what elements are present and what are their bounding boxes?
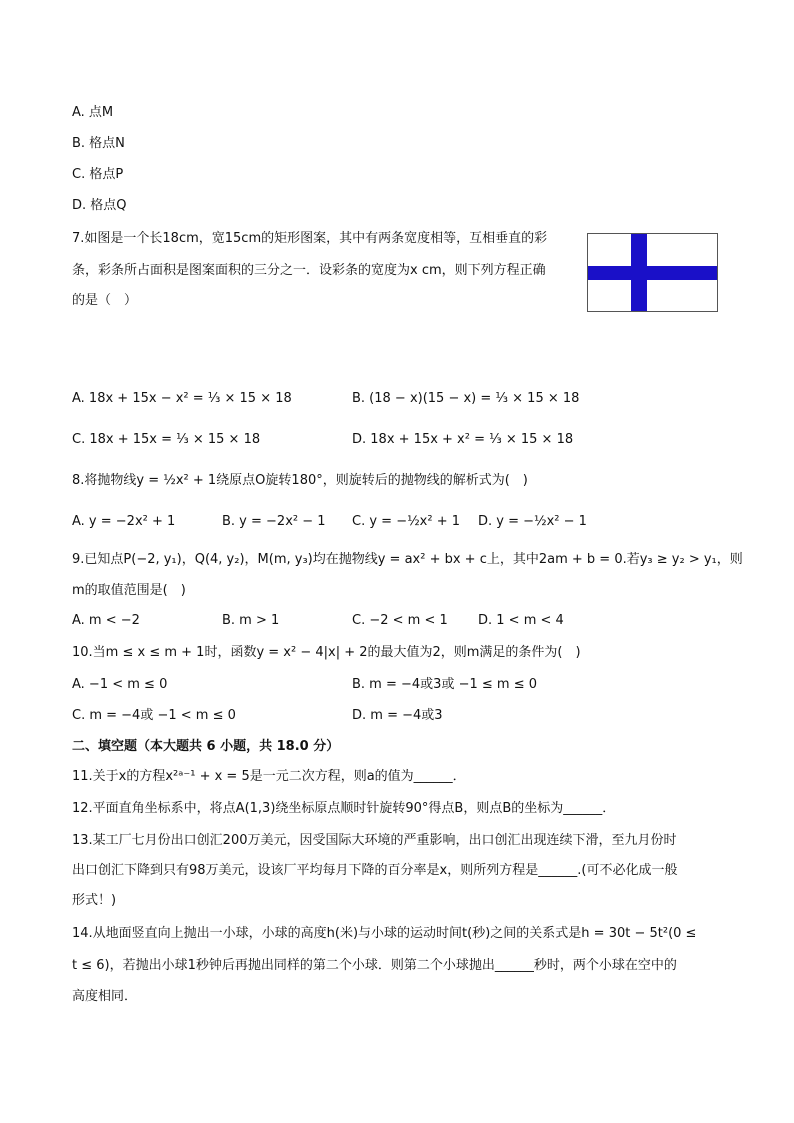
q10-stem: 10.当m ≤ x ≤ m + 1时，函数y = x² − 4|x| + 2的最大值为2，则m满足的条件为( ): [72, 645, 581, 660]
q14-line3: 高度相同．: [72, 989, 138, 1004]
q9-stem-line2: m的取值范围是( ): [72, 583, 186, 598]
q9-option-d: D. 1 < m < 4: [478, 613, 564, 628]
q6-option-b: B. 格点N: [72, 136, 125, 151]
q13-line3: 形式！): [72, 893, 117, 908]
q6-option-d: D. 格点Q: [72, 198, 127, 213]
horizontal-stripe: [588, 266, 717, 280]
q10-option-c: C. m = −4或 −1 < m ≤ 0: [72, 708, 236, 723]
q13-line2: 出口创汇下降到只有98万美元，设该厂平均每月下降的百分率是x，则所列方程是______.(可不必化成一般: [72, 863, 678, 878]
q7-stem-line1: 7.如图是一个长18cm，宽15cm的矩形图案，其中有两条宽度相等，互相垂直的彩: [72, 231, 548, 246]
q9-option-a: A. m < −2: [72, 613, 140, 628]
q6-option-c: C. 格点P: [72, 167, 124, 182]
q6-option-a: A. 点M: [72, 105, 114, 120]
q9-option-b: B. m > 1: [222, 613, 280, 628]
q10-option-a: A. −1 < m ≤ 0: [72, 677, 168, 692]
q8-option-a: A. y = −2x² + 1: [72, 514, 176, 529]
stripe-pattern-icon: [588, 234, 717, 311]
section-2-title: 二、填空题（本大题共 6 小题，共 18.0 分）: [72, 739, 340, 754]
q14-line2: t ≤ 6)，若抛出小球1秒钟后再抛出同样的第二个小球．则第二个小球抛出______秒时，两个小球在空中的: [72, 958, 677, 973]
q10-option-b: B. m = −4或3或 −1 ≤ m ≤ 0: [352, 677, 537, 692]
q9-option-c: C. −2 < m < 1: [352, 613, 448, 628]
q7-option-a: A. 18x + 15x − x² = ⅓ × 15 × 18: [72, 391, 292, 406]
q8-stem: 8.将抛物线y = ½x² + 1绕原点O旋转180°，则旋转后的抛物线的解析式为( ): [72, 473, 528, 488]
q8-option-d: D. y = −½x² − 1: [478, 514, 587, 529]
q9-stem-line1: 9.已知点P(−2, y₁)，Q(4, y₂)，M(m, y₃)均在抛物线y = ax² + bx + c上，其中2am + b = 0.若y₃ ≥ y₂ > y₁，则: [72, 552, 743, 567]
q10-option-d: D. m = −4或3: [352, 708, 443, 723]
q7-option-c: C. 18x + 15x = ⅓ × 15 × 18: [72, 432, 261, 447]
q14-line1: 14.从地面竖直向上抛出一小球，小球的高度h(米)与小球的运动时间t(秒)之间的关系式是h = 30t − 5t²(0 ≤: [72, 926, 697, 941]
q8-option-c: C. y = −½x² + 1: [352, 514, 461, 529]
q11: 11.关于x的方程x²ᵃ⁻¹ + x = 5是一元二次方程，则a的值为______．: [72, 769, 466, 784]
q7-option-d: D. 18x + 15x + x² = ⅓ × 15 × 18: [352, 432, 574, 447]
q12: 12.平面直角坐标系中，将点A(1,3)绕坐标原点顺时针旋转90°得点B，则点B的坐标为______．: [72, 801, 616, 816]
q8-option-b: B. y = −2x² − 1: [222, 514, 326, 529]
q7-stem-line3: 的是（ ）: [72, 293, 138, 308]
rectangle-stripes-figure: [587, 233, 718, 312]
q13-line1: 13.某工厂七月份出口创汇200万美元，因受国际大环境的严重影响，出口创汇出现连续下滑，至九月份时: [72, 833, 677, 848]
q7-stem-line2: 条，彩条所占面积是图案面积的三分之一．设彩条的宽度为x cm，则下列方程正确: [72, 263, 546, 278]
q7-option-b: B. (18 − x)(15 − x) = ⅓ × 15 × 18: [352, 391, 580, 406]
